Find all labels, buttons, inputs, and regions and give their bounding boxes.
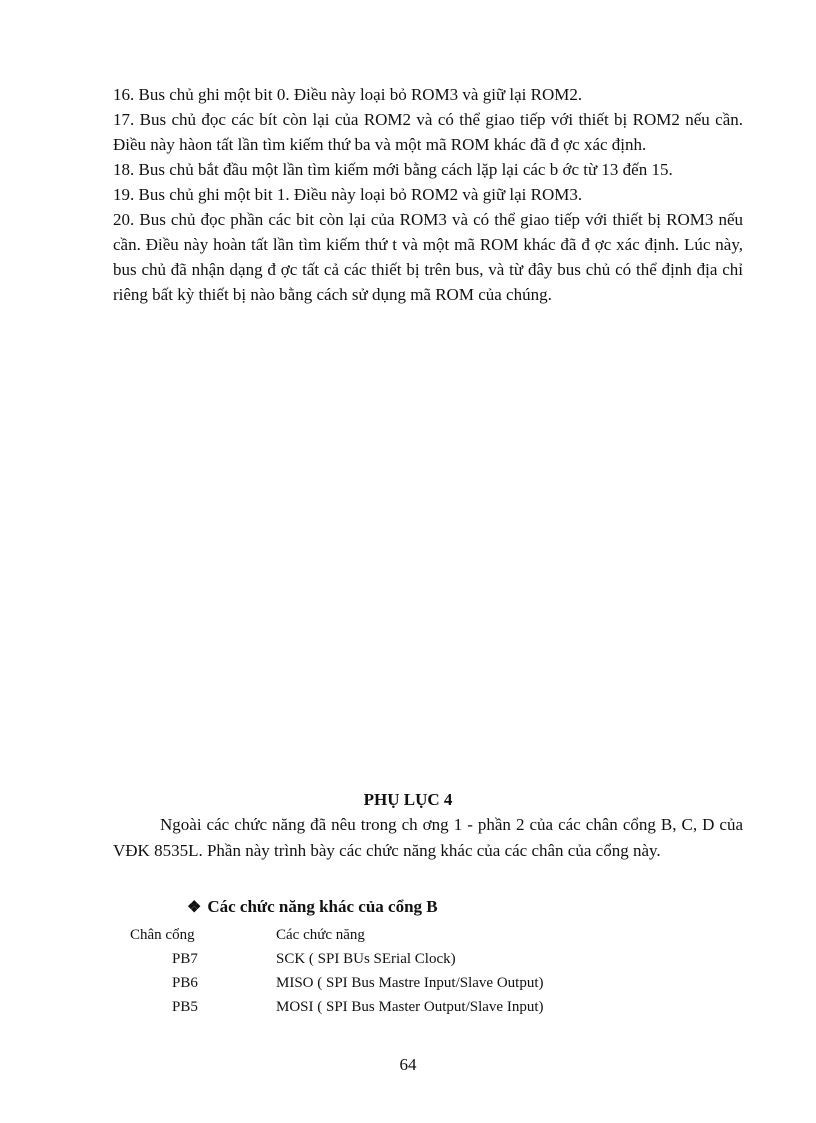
column-header-pin: Chân cổng	[130, 926, 195, 943]
pin-cell: PB5	[172, 998, 198, 1015]
search-steps-text	[113, 82, 743, 307]
function-cell: MISO ( SPI Bus Mastre Input/Slave Output)	[276, 974, 544, 991]
pin-cell: PB7	[172, 950, 198, 967]
table-header-row	[130, 923, 544, 947]
table-row	[130, 947, 544, 971]
table-row	[130, 971, 544, 995]
appendix-intro: Ngoài các chức năng đã nêu trong ch ơng 1 - phần 2 của các chân cổng B, C, D của VĐK 8535L. Phần này trình bày các chức năng khác của các chân của cổng này.	[113, 815, 743, 860]
paragraph-step-17: 17. Bus chủ đọc các bít còn lại của ROM2 và có thể giao tiếp với thiết bị ROM2 nếu cần. Điều này hàon tất lần tìm kiếm thứ ba và một mã ROM khác đã đ ợc xác định.	[113, 110, 743, 154]
pin-cell: PB6	[172, 974, 198, 991]
section-title: Các chức năng khác của cổng B	[207, 897, 438, 916]
paragraph-step-16: 16. Bus chủ ghi một bit 0. Điều này loại bỏ ROM3 và giữ lại ROM2.	[113, 85, 583, 104]
section-heading	[187, 895, 438, 920]
function-cell: MOSI ( SPI Bus Master Output/Slave Input)	[276, 998, 544, 1015]
function-cell: SCK ( SPI BUs SErial Clock)	[276, 950, 456, 967]
page-number: 64	[399, 1055, 417, 1074]
diamond-bullet-icon: ❖	[187, 899, 202, 916]
port-b-function-table	[130, 923, 544, 1019]
paragraph-step-19: 19. Bus chủ ghi một bit 1. Điều này loại bỏ ROM2 và giữ lại ROM3.	[113, 185, 583, 204]
paragraph-step-20: 20. Bus chủ đọc phần các bit còn lại của ROM3 và có thể giao tiếp với thiết bị ROM3 nếu cần. Điều này hoàn tất lần tìm kiếm thứ t và một mã ROM khác đã đ ợc xác định. Lúc này, bus chủ đã nhận dạng đ ợc tất cả các thiết bị trên bus, và từ đây bus chủ có thể định địa chỉ riêng bất kỳ thiết bị nào bằng cách sử dụng mã ROM của chúng.	[113, 210, 743, 304]
paragraph-step-18: 18. Bus chủ bắt đầu một lần tìm kiếm mới bằng cách lặp lại các b ớc từ 13 đến 15.	[113, 160, 673, 179]
appendix-title: PHỤ LỤC 4	[363, 790, 453, 809]
table-row	[130, 995, 544, 1019]
column-header-function: Các chức năng	[276, 926, 365, 943]
